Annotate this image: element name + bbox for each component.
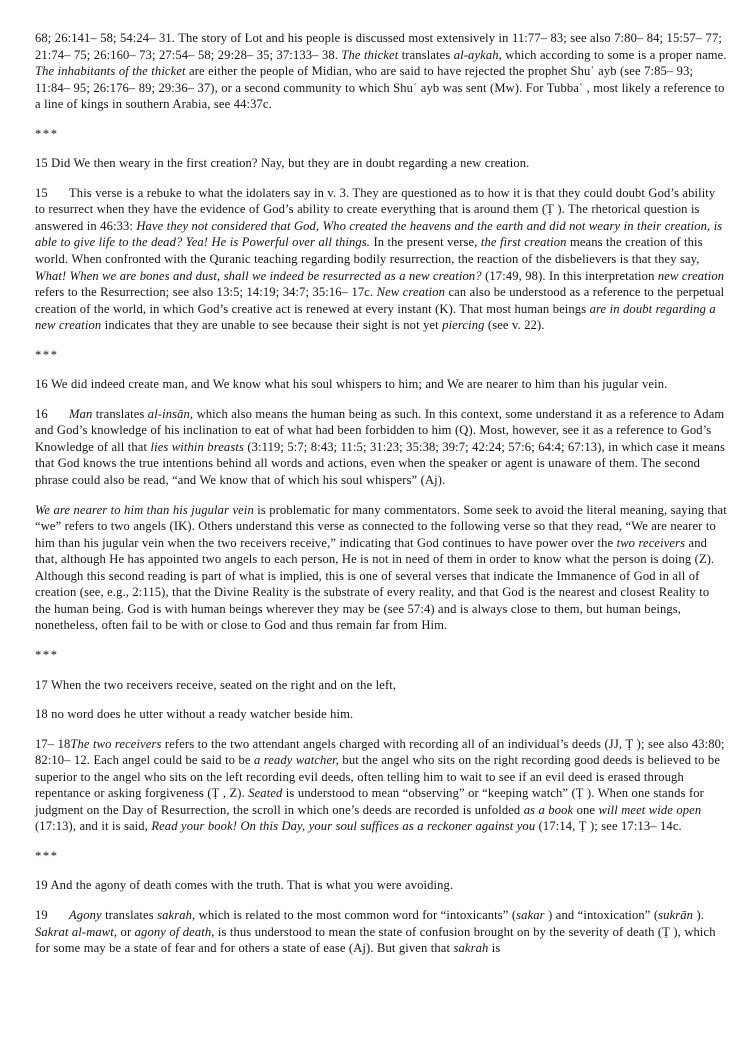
commentary-15-number: 15 <box>35 185 48 200</box>
commentary-15 <box>35 185 727 334</box>
commentary-19-number: 19 <box>35 907 48 922</box>
intro-paragraph: 68; 26:141– 58; 54:24– 31. The story of Lot and his people is discussed most extensively in 11:77– 83; see also 7:80– 84; 15:57– 77; 21:74– 75; 26:160– 73; 27:54– 58; 29:28– 35; 37:133– 38. The thicket translates al-aykah, which according to some is a proper name. The inhabitants of the thicket are either the people of Midian, who are said to have rejected the prophet Shuʿ ayb (see 7:85– 93; 11:84– 95; 26:176– 89; 29:36– 37), or a second community to which Shuʿ ayb was sent (Mw). For Tubbaʿ , most likely a reference to a line of kings in southern Arabia, see 44:37c. <box>35 31 727 112</box>
section-separator-3: *** <box>35 647 59 662</box>
commentary-17-18 <box>35 736 727 835</box>
commentary-19-body: Agony translates sakrah, which is related to the most common word for “intoxicants” (sakar ) and “intoxication” (sukrān ). Sakrat al-mawt, or agony of death, is thus understood to mean the state of confusion brought on by the severity of death (Ṭ ), which for some may be a state of fear and for others a state of ease (Aj). But given that sakrah is <box>35 907 716 956</box>
commentary-19 <box>35 907 727 957</box>
section-separator-1: *** <box>35 126 59 141</box>
commentary-16a <box>35 406 727 489</box>
section-separator-2: *** <box>35 347 59 362</box>
verse-15-text: 15 Did We then weary in the first creation? Nay, but they are in doubt regarding a new creation. <box>35 156 530 171</box>
commentary-16b: We are nearer to him than his jugular vein is problematic for many commentators. Some seek to avoid the literal meaning, saying that “we” refers to two angels (IK). Others understand this verse as connected to the following verse so that they read, “We are nearer to him than his jugular vein when the two receivers receive,” indicating that God continues to have power over the two receivers and that, although He has appointed two angels to each person, He is not in need of them in order to know what the person is doing (Z). Although this second reading is part of what is implied, this is one of several verses that indicate the Immanence of God in all of creation (see, e.g., 2:115), that the Divine Reality is the substrate of every reality, and that God is the nearest and closest Reality to the human being. God is with human beings wherever they may be (see 57:4) and is always close to them, but human beings, nonetheless, often fail to be with or close to God and thus remain far from Him. <box>35 502 727 633</box>
verse-19-text: 19 And the agony of death comes with the truth. That is what you were avoiding. <box>35 878 454 893</box>
section-separator-4: *** <box>35 848 59 863</box>
commentary-17-18-number: 17– 18 <box>35 736 71 751</box>
verse-17-text: 17 When the two receivers receive, seated on the right and on the left, <box>35 677 397 692</box>
verse-16-text: 16 We did indeed create man, and We know what his soul whispers to him; and We are nearer to him than his jugular vein. <box>35 377 668 392</box>
commentary-16a-body: Man translates al-insān, which also means the human being as such. In this context, some understand it as a reference to Adam and God’s knowledge of his inclination to eat of what had been forbidden to him (Q). Most, however, see it as a reference to God’s Knowledge of all that lies within breasts (3:119; 5:7; 8:43; 11:5; 31:23; 35:38; 39:7; 42:24; 57:6; 64:4; 67:13), in which case it means that God knows the true intentions behind all words and actions, even when the speaker or agent is unaware of them. The second phrase could also be read, “and We know that of which his soul whispers” (Aj). <box>35 406 726 488</box>
commentary-17-18-body: The two receivers refers to the two attendant angels charged with recording all of an individual’s deeds (JJ, Ṭ ); see also 43:80; 82:10– 12. Each angel could be said to be a ready watcher, but the angel who sits on the right recording good deeds is believed to be superior to the angel who sits on the left recording evil deeds, often telling him to wait to see if an evil deed is erased through repentance or asking forgiveness (Ṭ , Z). Seated is understood to mean “observing” or “keeping watch” (Ṭ ). When one stands for judgment on the Day of Resurrection, the scroll in which one’s deeds are recorded is unfolded as a book one will meet wide open (17:13), and it is said, Read your book! On this Day, your soul suffices as a reckoner against you (17:14, Ṭ ); see 17:13– 14c. <box>35 736 725 834</box>
verse-18-text: 18 no word does he utter without a ready watcher beside him. <box>35 707 354 722</box>
commentary-15-body: This verse is a rebuke to what the idolaters say in v. 3. They are questioned as to how it is that they could doubt God’s ability to resurrect when they have the evidence of God’s ability to create everything that is around them (Ṭ ). The rhetorical question is answered in 46:33: Have they not considered that God, Who created the heavens and the earth and did not weary in their creation, is able to give life to the dead? Yea! He is Powerful over all things. In the present verse, the first creation means the creation of this world. When confronted with the Quranic teaching regarding bodily resurrection, the reaction of the disbelievers is that they say, What! When we are bones and dust, shall we indeed be resurrected as a new creation? (17:49, 98). In this interpretation new creation refers to the Resurrection; see also 13:5; 14:19; 34:7; 35:16– 17c. New creation can also be understood as a reference to the perpetual creation of the world, in which God’s creative act is renewed at every instant (K). That most human beings are in doubt regarding a new creation indicates that they are unable to see because their sight is not yet piercing (see v. 22). <box>35 185 725 333</box>
commentary-16-number: 16 <box>35 406 48 421</box>
